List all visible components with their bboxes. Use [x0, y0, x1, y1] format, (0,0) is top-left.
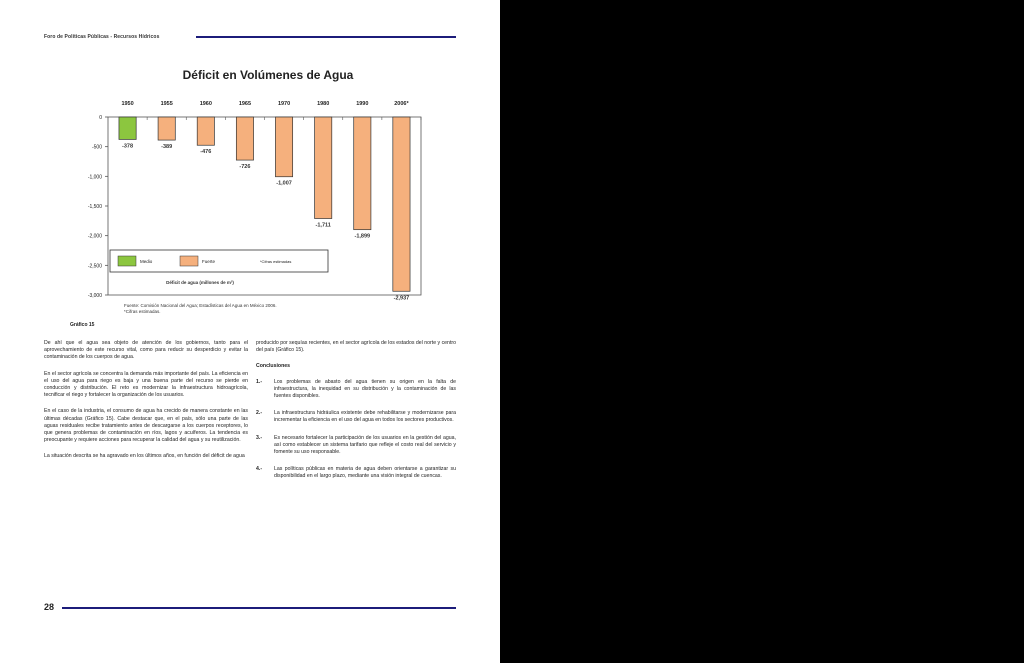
bar-value-label: -389	[161, 144, 173, 151]
bar	[158, 117, 175, 140]
conclusion-text: Es necesario fortalecer la participación de los usuarios en la gestión del agua, así como establecer un sistema tarifario que refleje el costo real del servicio y fomente su uso responsable.	[274, 434, 456, 456]
x-category-label: 1990	[356, 101, 369, 107]
bar-value-label: -726	[239, 164, 251, 171]
x-category-label: 1965	[238, 101, 252, 107]
conclusion-text: Las políticas públicas en materia de agua deben orientarse a garantizar su disponibilidad en el largo plazo, mediante una visión integral de cuencas.	[274, 466, 456, 480]
y-tick-label: -1,500	[87, 204, 102, 210]
legend-swatch-medio	[118, 256, 136, 266]
bar	[236, 117, 253, 160]
bar	[315, 117, 332, 219]
bar	[393, 117, 410, 291]
x-category-label: 1970	[277, 101, 291, 107]
bar-value-label: -1,899	[354, 233, 371, 240]
document-page	[0, 0, 500, 663]
conclusion-number: 3.-	[256, 434, 263, 441]
x-category-label: 1960	[199, 101, 212, 107]
bar	[119, 117, 136, 139]
x-category-label: 1950	[121, 101, 134, 107]
conclusion-item	[256, 410, 456, 424]
bar	[197, 117, 214, 145]
conclusion-item	[256, 435, 456, 457]
conclusion-number: 4.-	[256, 466, 263, 473]
legend-note: *Cifras estimadas	[260, 259, 292, 264]
paragraph: La situación descrita se ha agravado en los últimos años, en función del déficit de agua	[44, 453, 245, 460]
conclusion-number: 1.-	[256, 378, 263, 385]
deficit-bar-chart	[0, 0, 500, 340]
right-column	[256, 340, 456, 491]
x-category-label: 1980	[317, 101, 330, 107]
paragraph: En el sector agrícola se concentra la demanda más importante del país. La eficiencia en el uso del agua para riego es baja y una buena parte del recurso se pierde en conducción y distribución. El reto es modernizar la infraestructura hidroagrícola, tecnificar el riego y fortalecer la organización de los usuarios.	[44, 370, 248, 399]
page-number: 28	[44, 602, 55, 612]
bar-value-label: -1,711	[315, 222, 331, 229]
conclusion-text: Los problemas de abasto del agua tienen su origen en la falta de infraestructura, la inequidad en su distribución y la contaminación de las fuentes disponibles.	[274, 378, 456, 400]
y-tick-label: -2,500	[87, 263, 102, 270]
chart-title: Déficit en Volúmenes de Agua	[182, 68, 354, 82]
chart-source	[124, 303, 344, 315]
axis-note: Déficit de agua (millones de m³)	[166, 280, 234, 285]
paragraph: producido por sequías recientes, en el sector agrícola de los estados del norte y centro del país (Gráfico 15).	[256, 340, 456, 354]
y-tick-label: -2,000	[87, 233, 102, 240]
legend-swatch-fuerte	[180, 256, 198, 266]
paragraph: De ahí que el agua sea objeto de atención de los gobiernos, tanto para el aprovechamiento de este recurso vital, como para reducir su desperdicio y evitar la contaminación de los cuerpos de agua.	[44, 340, 248, 361]
legend-label-medio: Medio	[140, 259, 153, 264]
y-tick-label: -500	[91, 144, 102, 151]
source-line-1: Fuente: Comisión Nacional del Agua; Estadísticas del Agua en México 2006.	[124, 303, 277, 308]
conclusion-number: 2.-	[256, 410, 263, 417]
y-tick-label: -1,000	[87, 174, 102, 181]
footer-rule	[62, 607, 456, 609]
conclusions-heading: Conclusiones	[256, 363, 291, 370]
figure-label: Gráfico 15	[70, 322, 95, 328]
left-column	[44, 340, 248, 470]
y-tick-label: 0	[99, 115, 102, 121]
legend-label-fuerte: Fuerte	[202, 259, 216, 264]
x-category-label: 1955	[160, 101, 173, 107]
x-category-label: 2006*	[394, 101, 409, 107]
bar	[275, 117, 292, 177]
y-tick-label: -3,000	[87, 293, 102, 299]
conclusion-text: La infraestructura hidráulica existente debe rehabilitarse y modernizarse para incrementar la eficiencia en el uso del agua en todos los sectores productivos.	[274, 410, 456, 424]
bar-value-label: -1,007	[276, 180, 292, 187]
conclusion-item	[256, 379, 456, 401]
bar-value-label: -378	[122, 143, 134, 150]
paragraph: En el caso de la industria, el consumo de agua ha crecido de manera constante en las últimas décadas (Gráfico 15). Cabe destacar que, en el país, sólo una parte de las aguas residuales recibe tratamiento antes de descargarse a los cuerpos receptores, lo que genera problemas de contaminación en ríos, lagos y acuíferos. La tendencia es preocupante y requiere acciones para recuperar la calidad del agua y su reutilización.	[44, 408, 248, 444]
bar-value-label: -2,937	[393, 295, 410, 302]
conclusion-item	[256, 466, 456, 480]
source-line-2: *Cifras estimadas.	[124, 309, 161, 314]
running-head: Foro de Políticas Públicas - Recursos Hídricos	[44, 34, 160, 40]
bar-value-label: -476	[200, 149, 212, 156]
bar	[354, 117, 371, 230]
